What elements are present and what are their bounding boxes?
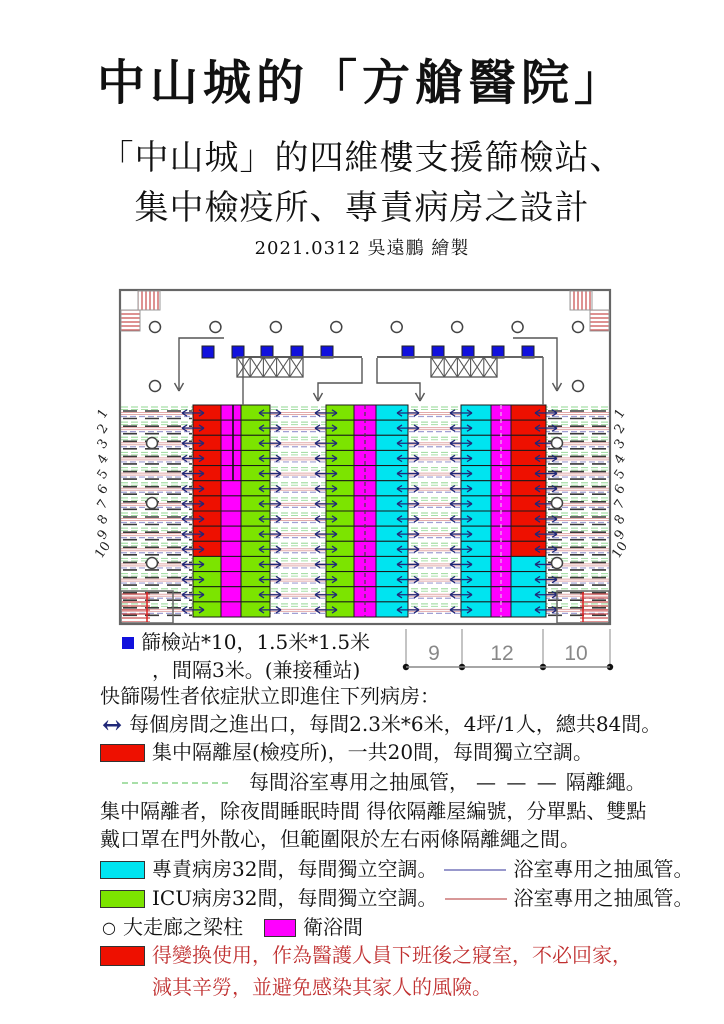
bathroom-cell xyxy=(221,572,241,587)
page-subtitle-1: 「中山城」的四維樓支援篩檢站、 xyxy=(99,138,625,178)
bathroom-cell xyxy=(221,556,241,571)
bathroom-cell xyxy=(221,466,241,481)
pillar-circle xyxy=(147,438,158,449)
repurpose-swatch xyxy=(100,946,145,966)
row-number-left: 4 xyxy=(94,451,112,468)
pillar-circle xyxy=(512,322,523,333)
legend-screening-station-2 xyxy=(152,658,360,683)
legend-station-text-2: ，間隔3米。(兼接種站) xyxy=(152,658,361,682)
isolation-swatch xyxy=(100,744,145,762)
pillar-circle xyxy=(147,498,158,509)
legend-isolation xyxy=(100,740,593,765)
paragraph-text-2: 戴口罩在門外散心，但範圍限於左右兩條隔離繩之間。 xyxy=(100,827,580,851)
pillar-circle xyxy=(573,322,584,333)
legend-paragraph-1 xyxy=(100,799,646,824)
row-number-left: 8 xyxy=(94,512,112,528)
row-number-left: 3 xyxy=(94,436,112,452)
station-swatch xyxy=(122,637,134,649)
flow-arrow xyxy=(377,358,420,399)
row-number-right: 4 xyxy=(611,451,629,468)
legend-screening-station xyxy=(122,630,370,655)
bathroom-cell xyxy=(221,450,241,465)
paragraph-text-1: 集中隔離者，除夜間睡眠時間 得依隔離屋編號，分單點、雙點 xyxy=(100,799,647,823)
row-number-left: 10 xyxy=(92,539,115,562)
bathroom-cell xyxy=(221,420,241,435)
legend-repurpose-1 xyxy=(100,943,632,968)
row-number-left: 9 xyxy=(94,527,112,543)
flow-arrow xyxy=(318,358,362,399)
row-number-right: 7 xyxy=(611,497,629,513)
dedicated-ward-duct-text: 浴室專用之抽風管。 xyxy=(513,857,694,881)
pillar-text: 大走廊之梁柱 xyxy=(122,915,243,939)
stair-bottom-left xyxy=(122,592,150,622)
repurpose-text-2: 減其辛勞，並避免感染其家人的風險。 xyxy=(152,975,492,999)
blue-duct-line xyxy=(444,869,506,871)
pillar-circle xyxy=(552,498,563,509)
stair-top-right xyxy=(570,291,592,310)
pillar-circle xyxy=(270,322,281,333)
row-number-right: 6 xyxy=(611,482,629,498)
pillar-circle xyxy=(150,381,161,392)
pillar-circle xyxy=(452,322,463,333)
screening-station-square xyxy=(232,346,244,358)
row-number-right: 9 xyxy=(611,527,629,543)
pillar-circle xyxy=(210,322,221,333)
legend-triage-note xyxy=(100,684,440,709)
row-number-left: 6 xyxy=(94,482,112,498)
bath-text: 衛浴間 xyxy=(302,915,363,939)
pillar-circle xyxy=(552,438,563,449)
triage-text: 快篩陽性者依症狀立即進住下列病房： xyxy=(100,684,440,708)
icu-ward-duct-text: 浴室專用之抽風管。 xyxy=(513,886,694,910)
pillar-circle xyxy=(552,558,563,569)
page-title: 中山城的「方艙醫院」 xyxy=(96,55,627,111)
legend-dedicated-ward xyxy=(100,857,693,882)
row-number-left: 2 xyxy=(94,421,112,437)
repurpose-text-1: 得變換使用，作為醫護人員下班後之寢室，不必回家， xyxy=(152,943,632,967)
stair-top-left xyxy=(138,291,160,310)
dimension-label: 12 xyxy=(490,642,514,665)
row-number-right: 2 xyxy=(611,421,629,437)
bathroom-cell xyxy=(221,511,241,526)
legend-duct-rope xyxy=(122,770,646,795)
legend-station-text-1: 篩檢站*10，1.5米*1.5米 xyxy=(141,630,371,654)
red-duct-line xyxy=(445,898,507,900)
legend-door xyxy=(102,712,661,737)
flow-arrow xyxy=(513,338,557,389)
byline-date-author: 2021.0312 吳遠鵬 繪製 xyxy=(254,238,470,259)
bathroom-cell xyxy=(221,405,241,420)
bathroom-cell xyxy=(221,481,241,496)
bathroom-cell xyxy=(221,526,241,541)
page-subtitle-2: 集中檢疫所、專責病房之設計 xyxy=(134,188,590,228)
dimension-label: 10 xyxy=(564,642,588,665)
pillar-circle xyxy=(573,381,584,392)
row-number-left: 7 xyxy=(94,497,112,513)
door-text: 每個房間之進出口，每間2.3米*6米，4坪/1人，總共84間。 xyxy=(129,712,662,736)
door-arrow-icon: ↔ xyxy=(102,710,123,739)
stair-top-left xyxy=(121,310,140,331)
bathroom-cell xyxy=(221,541,241,556)
bathroom-cell xyxy=(221,602,241,617)
row-number-right: 8 xyxy=(611,512,629,528)
pillar-circle xyxy=(147,558,158,569)
stair-top-right xyxy=(590,310,609,331)
dedicated-ward-text: 專責病房32間，每間獨立空調。 xyxy=(152,857,438,881)
legend-paragraph-2 xyxy=(100,827,580,852)
row-number-right: 10 xyxy=(609,539,632,562)
rope-dashes: — — — xyxy=(476,770,559,794)
icu-ward-text: ICU病房32間，每間獨立空調。 xyxy=(152,886,438,910)
row-number-right: 5 xyxy=(611,466,629,483)
row-number-right: 1 xyxy=(611,406,629,422)
bathroom-cell xyxy=(221,496,241,511)
row-number-left: 5 xyxy=(94,466,112,483)
dedicated-ward-swatch xyxy=(100,861,145,879)
bathroom-cell xyxy=(221,587,241,602)
row-number-right: 3 xyxy=(611,436,629,452)
pillar-circle xyxy=(331,322,342,333)
legend-icu-ward xyxy=(100,886,694,911)
stair-bottom-right xyxy=(580,592,608,622)
legend-pillar-bath xyxy=(102,915,363,940)
dimension-label: 9 xyxy=(428,642,440,665)
pillar-circle xyxy=(150,322,161,333)
rope-text: 隔離繩。 xyxy=(565,770,646,794)
row-number-left: 1 xyxy=(94,406,112,422)
green-duct-line xyxy=(122,782,228,784)
pillar-circle-icon: ○ xyxy=(102,918,116,937)
duct-text: 每間浴室專用之抽風管， xyxy=(249,770,469,794)
bathroom-cell xyxy=(221,435,241,450)
legend-repurpose-2 xyxy=(152,975,492,1000)
pillar-circle xyxy=(391,322,402,333)
isolation-text: 集中隔離屋(檢疫所)，一共20間，每間獨立空調。 xyxy=(152,740,594,764)
bath-swatch xyxy=(264,919,296,937)
screening-station-square xyxy=(202,346,214,358)
icu-ward-swatch xyxy=(100,890,145,908)
